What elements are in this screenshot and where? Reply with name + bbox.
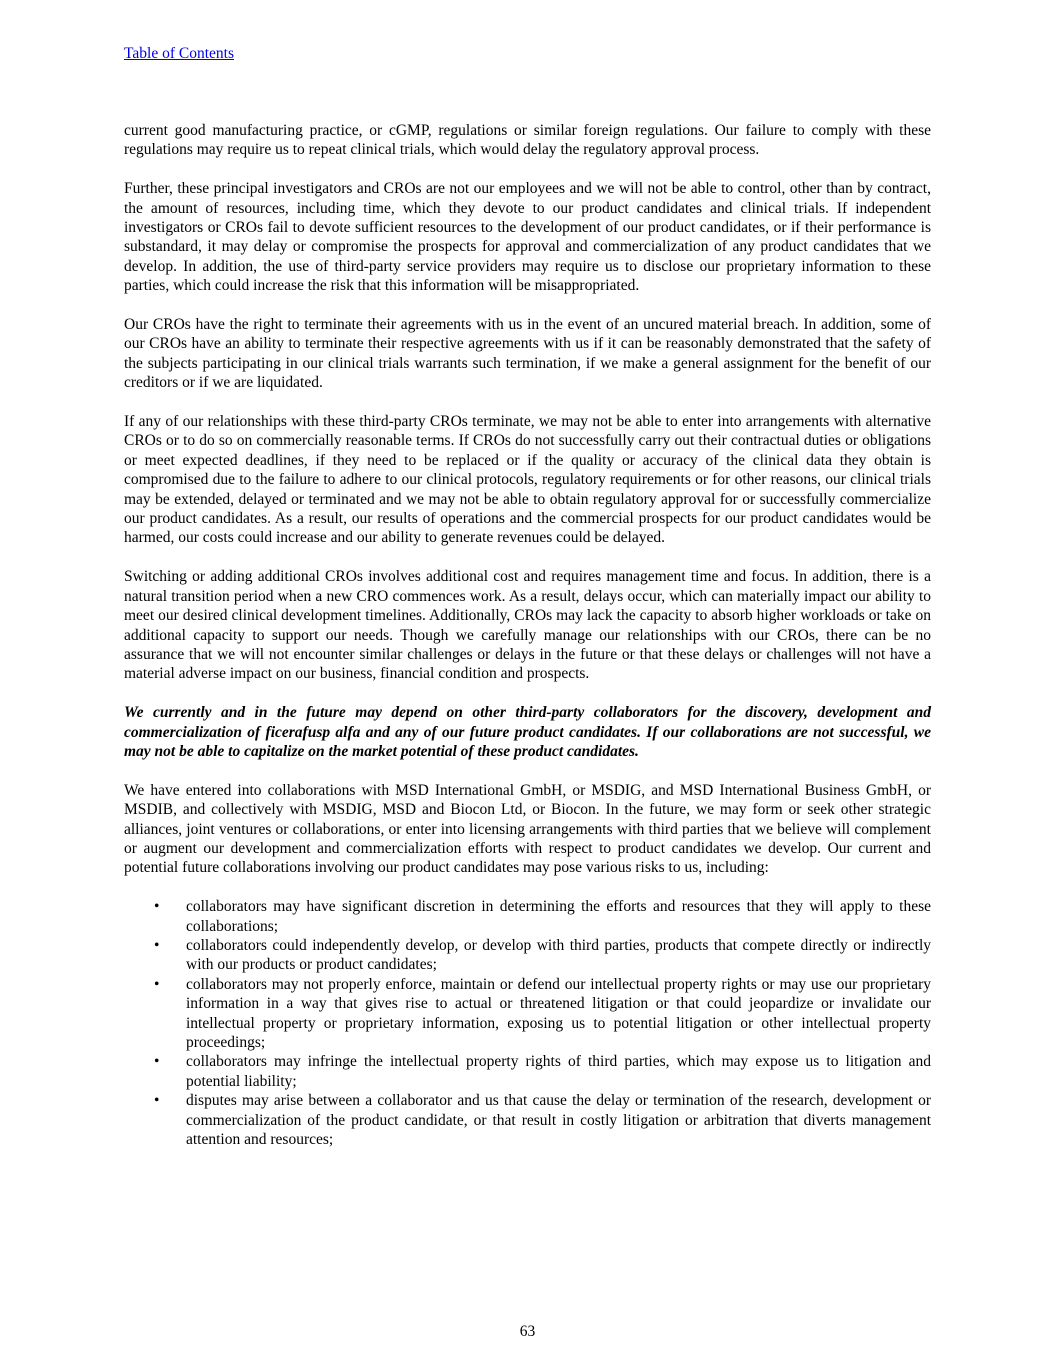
bullet-icon: • <box>154 936 160 954</box>
page-number: 63 <box>519 1323 536 1340</box>
list-item <box>124 897 931 936</box>
paragraph: Switching or adding additional CROs involves additional cost and requires management time and focus. In addition, there is a natural transition period when a new CRO commences work. As a result, delays occur, which can materially impact our ability to meet our desired clinical development timelines. Additionally, CROs may lack the capacity to absorb higher workloads or take on additional capacity to support our needs. Though we carefully manage our relationships with our CROs, there can be no assurance that we will not encounter similar challenges or delays in the future or that these delays or challenges will not have a material adverse impact on our business, financial condition and prospects. <box>124 568 931 683</box>
list-item-text: disputes may arise between a collaborator and us that cause the delay or termination of the research, development or commercialization of the product candidate, or that result in costly litigation or arbitration that diverts management attention and resources; <box>186 1092 931 1149</box>
list-item <box>124 975 931 1053</box>
document-body <box>124 121 931 1149</box>
list-item-text: collaborators may have significant discretion in determining the efforts and resources that they will apply to these collaborations; <box>186 898 931 935</box>
paragraph: We have entered into collaborations with MSD International GmbH, or MSDIG, and MSD International Business GmbH, or MSDIB, and collectively with MSDIG, MSD and Biocon Ltd, or Biocon. In the future, we may form or seek other strategic alliances, joint ventures or collaborations, or enter into licensing arrangements with third parties that we believe will complement or augment our development and commercialization efforts with respect to product candidates we develop. Our current and potential future collaborations involving our product candidates may pose various risks to us, including: <box>124 781 931 877</box>
table-of-contents-link[interactable]: Table of Contents <box>124 45 234 62</box>
list-item-text: collaborators may infringe the intellectual property rights of third parties, which may expose us to litigation and potential liability; <box>186 1053 931 1090</box>
list-item <box>124 936 931 975</box>
risk-bullet-list <box>124 897 931 1149</box>
list-item <box>124 1052 931 1091</box>
bullet-icon: • <box>154 1053 160 1071</box>
list-item-text: collaborators could independently develop, or develop with third parties, products that compete directly or indirectly with our products or product candidates; <box>186 936 931 974</box>
paragraph: Further, these principal investigators and CROs are not our employees and we will not be able to control, other than by contract, the amount of resources, including time, which they devote to our product candidates and clinical trials. If independent investigators or CROs fail to devote sufficient resources to the development of our product candidates, or if their performance is substandard, it may delay or compromise the prospects for approval and commercialization of any product candidates that we develop. In addition, the use of third-party service providers may require us to disclose our proprietary information to these parties, which could increase the risk that this information will be misappropriated. <box>124 180 931 295</box>
bullet-icon: • <box>154 1092 160 1110</box>
paragraph: Our CROs have the right to terminate their agreements with us in the event of an uncured material breach. In addition, some of our CROs have an ability to terminate their respective agreements with us if it can be reasonably demonstrated that the safety of the subjects participating in our clinical trials warrants such termination, if we make a general assignment for the benefit of our creditors or if we are liquidated. <box>124 316 931 392</box>
risk-factor-heading: We currently and in the future may depend on other third-party collaborators for the discovery, development and commercialization of ficerafusp alfa and any of our future product candidates. If our collaborations are not successful, we may not be able to capitalize on the market potential of these product candidates. <box>124 704 931 760</box>
list-item <box>124 1091 931 1149</box>
paragraph: If any of our relationships with these third-party CROs terminate, we may not be able to enter into arrangements with alternative CROs or to do so on commercially reasonable terms. If CROs do not successfully carry out their contractual duties or obligations or meet expected deadlines, if they need to be replaced or if the quality or accuracy of the clinical data they obtain is compromised due to the failure to adhere to our clinical protocols, regulatory requirements or for other reasons, our clinical trials may be extended, delayed or terminated and we may not be able to obtain regulatory approval for or successfully commercialize our product candidates. As a result, our results of operations and the commercial prospects for our product candidates would be harmed, our costs could increase and our ability to generate revenues could be delayed. <box>124 413 931 547</box>
paragraph: current good manufacturing practice, or cGMP, regulations or similar foreign regulations. Our failure to comply with these regulations may require us to repeat clinical trials, which would delay the regulatory approval process. <box>124 122 931 159</box>
bullet-icon: • <box>154 898 160 916</box>
bullet-icon: • <box>154 975 160 993</box>
list-item-text: collaborators may not properly enforce, maintain or defend our intellectual property rights or may use our proprietary information in a way that gives rise to actual or threatened litigation or that could jeopardize or invalidate our intellectual property or proprietary information, exposing us to potential litigation or other intellectual property proceedings; <box>186 975 931 1051</box>
